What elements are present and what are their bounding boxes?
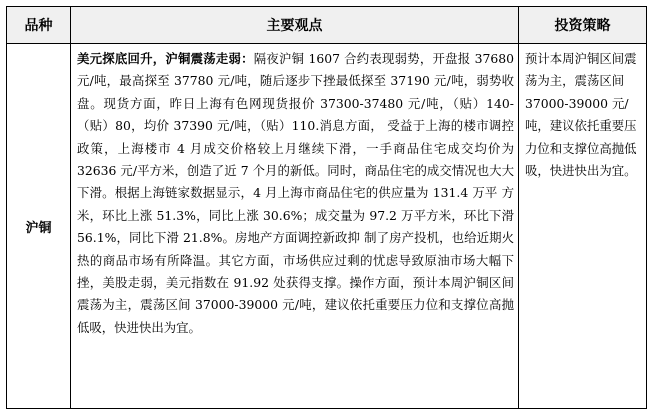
header-row bbox=[7, 7, 647, 44]
header-main-view: 主要观点 bbox=[71, 7, 519, 44]
table-row bbox=[7, 44, 647, 409]
variety-cell: 沪铜 bbox=[7, 44, 71, 409]
view-lead-text: 美元探底回升，沪铜震荡走弱： bbox=[77, 51, 254, 66]
commodity-strategy-table bbox=[6, 6, 647, 409]
strategy-cell: 预计本周沪铜区间震荡为主，震荡区间 37000-39000 元/吨，建议依托重要压力位和支撑位高抛低吸，快进快出为宜。 bbox=[519, 44, 647, 409]
header-investment-strategy: 投资策略 bbox=[519, 7, 647, 44]
header-variety: 品种 bbox=[7, 7, 71, 44]
view-body-text: 隔夜沪铜 1607 合约表现弱势，开盘报 37680 元/吨，最高探至 37780 元/吨，随后逐步下挫最低探至 37190 元/吨，弱势收盘。现货方面，昨日上海有色网现货报价 37300-37480 元/吨，（贴）140-（贴）80，均价 37390 元/吨，（贴）110.消息方面， 受益于上海的楼市调控政策，上海楼市 4 月成交价格较上月继续下滑，一手商品住宅成交均价为 32636 元/平方米，创造了近 7 个月的新低。同时，商品住宅的成交情况也大大下滑。根据上海链家数据显示，4 月上海市商品住宅的供应量为 131.4 万平 方米，环比上涨 51.3%，同比上涨 30.6%；成交量为 97.2 万平方米，环比下滑 56.1%，同比下滑 21.8%。房地产方面调控新政抑 制了房产投机，也给近期火热的商品市场有所降温。其它方面，市场供应过剩的忧虑导致原油市场大幅下挫，美股走弱，美元指数在 91.92 处获得支撑。操作方面，预计本周沪铜区间震荡为主，震荡区间 37000-39000 元/吨，建议依托重要压力位和支撑位高抛低吸，快进快出为宜。 bbox=[77, 51, 515, 335]
main-view-cell bbox=[71, 44, 519, 409]
